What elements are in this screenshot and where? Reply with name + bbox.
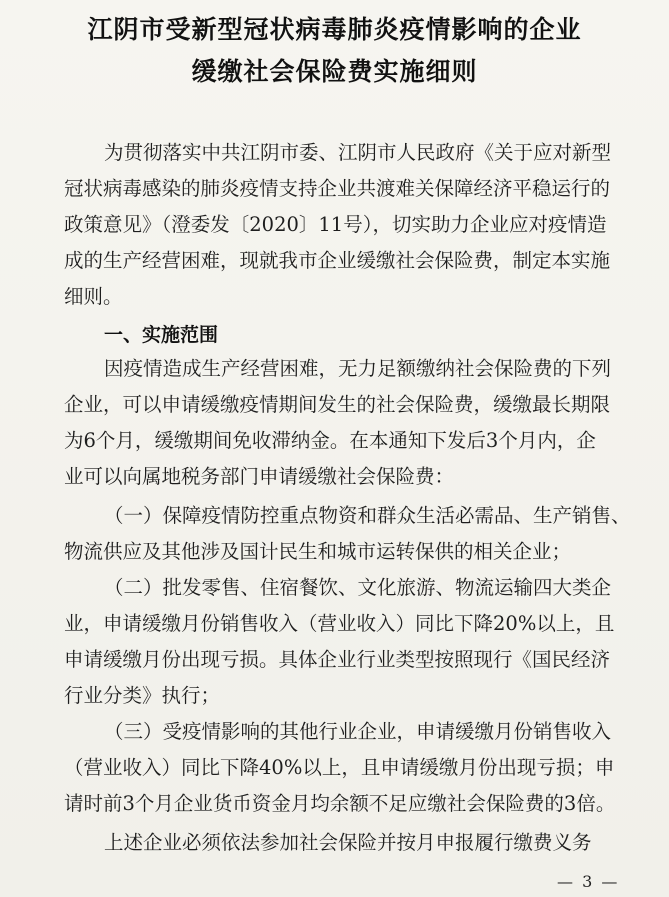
section1-line-9: 申请缓缴月份出现亏损。具体企业行业类型按照现行《国民经济 [64,648,611,671]
intro-line-1: 为贯彻落实中共江阴市委、江阴市人民政府《关于应对新型 [104,141,612,164]
page-number: — 3 — [557,872,620,891]
section1-line-5: （一）保障疫情防控重点物资和群众生活必需品、生产销售、 [104,504,631,527]
document-title-line1: 江阴市受新型冠状病毒肺炎疫情影响的企业 [87,15,582,44]
section1-line-3: 为6个月，缓缴期间免收滞纳金。在本通知下发后3个月内，企 [64,429,596,452]
section1-line-2: 企业，可以申请缓缴疫情期间发生的社会保险费，缓缴最长期限 [64,393,611,416]
intro-line-5: 细则。 [64,285,123,308]
section1-line-1: 因疫情造成生产经营困难，无力足额缴纳社会保险费的下列 [104,357,612,380]
document-title-line2: 缓缴社会保险费实施细则 [191,57,478,86]
section1-heading: 一、实施范围 [104,324,219,346]
intro-line-2: 冠状病毒感染的肺炎疫情支持企业共渡难关保障经济平稳运行的 [64,177,611,200]
section1-line-4: 业可以向属地税务部门申请缓缴社会保险费： [64,465,455,488]
intro-line-4: 成的生产经营困难，现就我市企业缓缴社会保险费，制定本实施 [64,249,611,272]
section1-line-11: （三）受疫情影响的其他行业企业，申请缓缴月份销售收入 [104,720,612,743]
section1-line-10: 行业分类》执行； [64,684,221,707]
section1-line-12: （营业收入）同比下降40%以上，且申请缓缴月份出现亏损；申 [64,756,615,779]
section1-line-7: （二）批发零售、住宿餐饮、文化旅游、物流运输四大类企 [104,576,612,599]
section1-line-13: 请时前3个月企业货币资金月均余额不足应缴社会保险费的3倍。 [64,792,616,815]
section1-line-8: 业，申请缓缴月份销售收入（营业收入）同比下降20%以上，且 [64,612,615,635]
section1-line-14: 上述企业必须依法参加社会保险并按月申报履行缴费义务 [104,831,592,854]
intro-line-3: 政策意见》（澄委发〔2020〕11号），切实助力企业应对疫情造 [64,213,607,236]
section1-line-6: 物流供应及其他涉及国计民生和城市运转保供的相关企业； [64,540,572,563]
